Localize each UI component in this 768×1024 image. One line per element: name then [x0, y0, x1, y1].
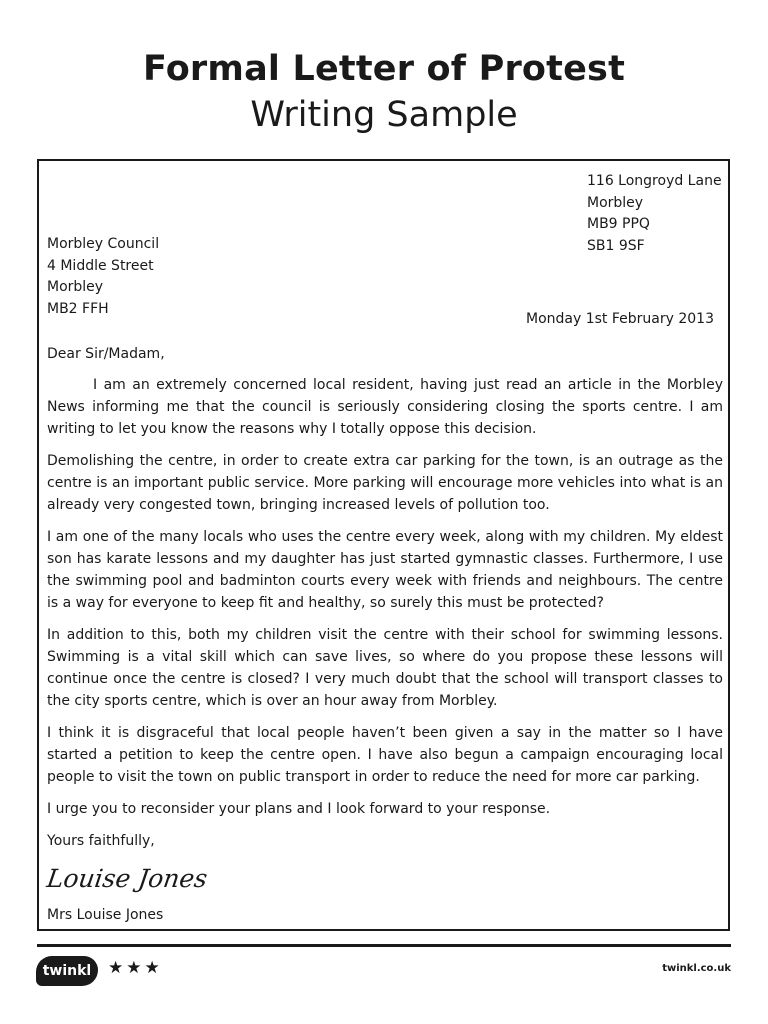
letter-frame	[37, 159, 730, 931]
twinkl-logo: twinkl	[36, 956, 98, 986]
page-subtitle: Writing Sample	[250, 95, 518, 135]
website-link[interactable]: twinkl.co.uk	[662, 963, 731, 974]
difficulty-stars-icon: ★★★	[108, 958, 163, 978]
footer-divider	[37, 944, 731, 947]
letter-body	[47, 343, 723, 936]
body-paragraph: In addition to this, both my children visit the centre with their school for swimming lessons. Swimming is a vital skill which can save lives, so where do you propose these lessons will continue once the centre is closed? I very much doubt that the school will transport classes to the city sports centre, which is over an hour away from Morbley.	[47, 627, 723, 709]
handwritten-signature: Louise Jones	[45, 864, 210, 893]
recipient-address-line: Morbley	[47, 279, 104, 295]
recipient-address	[47, 234, 159, 320]
body-paragraph: I am an extremely concerned local resident, having just read an article in the Morbley News informing me that the council is seriously considering closing the sports centre. I am writing to let you know the reasons why I totally oppose this decision.	[47, 377, 723, 437]
body-paragraph: Demolishing the centre, in order to create extra car parking for the town, is an outrage as the centre is an important public service. More parking will encourage more vehicles into what is an already very congested town, bringing increased levels of pollution too.	[47, 453, 723, 513]
sender-address-line: MB9 PPQ	[587, 216, 650, 232]
recipient-address-line: Morbley Council	[47, 236, 160, 252]
sender-address	[587, 171, 722, 257]
body-paragraph: I think it is disgraceful that local people haven’t been given a say in the matter so I have started a petition to keep the centre open. I have also begun a campaign encouraging local people to visit the town on public transport in order to reduce the need for more car parking.	[47, 725, 723, 785]
sender-address-line: SB1 9SF	[587, 237, 645, 254]
page-header	[0, 46, 768, 138]
body-paragraph: I urge you to reconsider your plans and I look forward to your response.	[47, 801, 551, 817]
closing: Yours faithfully,	[47, 833, 155, 849]
sender-address-line: 116 Longroyd Lane	[587, 173, 722, 189]
salutation: Dear Sir/Madam,	[47, 346, 165, 362]
letter-date: Monday 1st February 2013	[526, 311, 714, 327]
signed-name: Mrs Louise Jones	[47, 907, 164, 923]
recipient-address-line: MB2 FFH	[47, 300, 109, 317]
body-paragraph: I am one of the many locals who uses the centre every week, along with my children. My eldest son has karate lessons and my daughter has just started gymnastic classes. Furthermore, I use the swimming pool and badminton courts every week with friends and neighbours. The centre is a way for everyone to keep fit and healthy, so surely this must be protected?	[47, 529, 723, 611]
sender-address-line: Morbley	[587, 194, 644, 211]
recipient-address-line: 4 Middle Street	[47, 257, 154, 274]
page-title: Formal Letter of Protest	[143, 49, 625, 89]
